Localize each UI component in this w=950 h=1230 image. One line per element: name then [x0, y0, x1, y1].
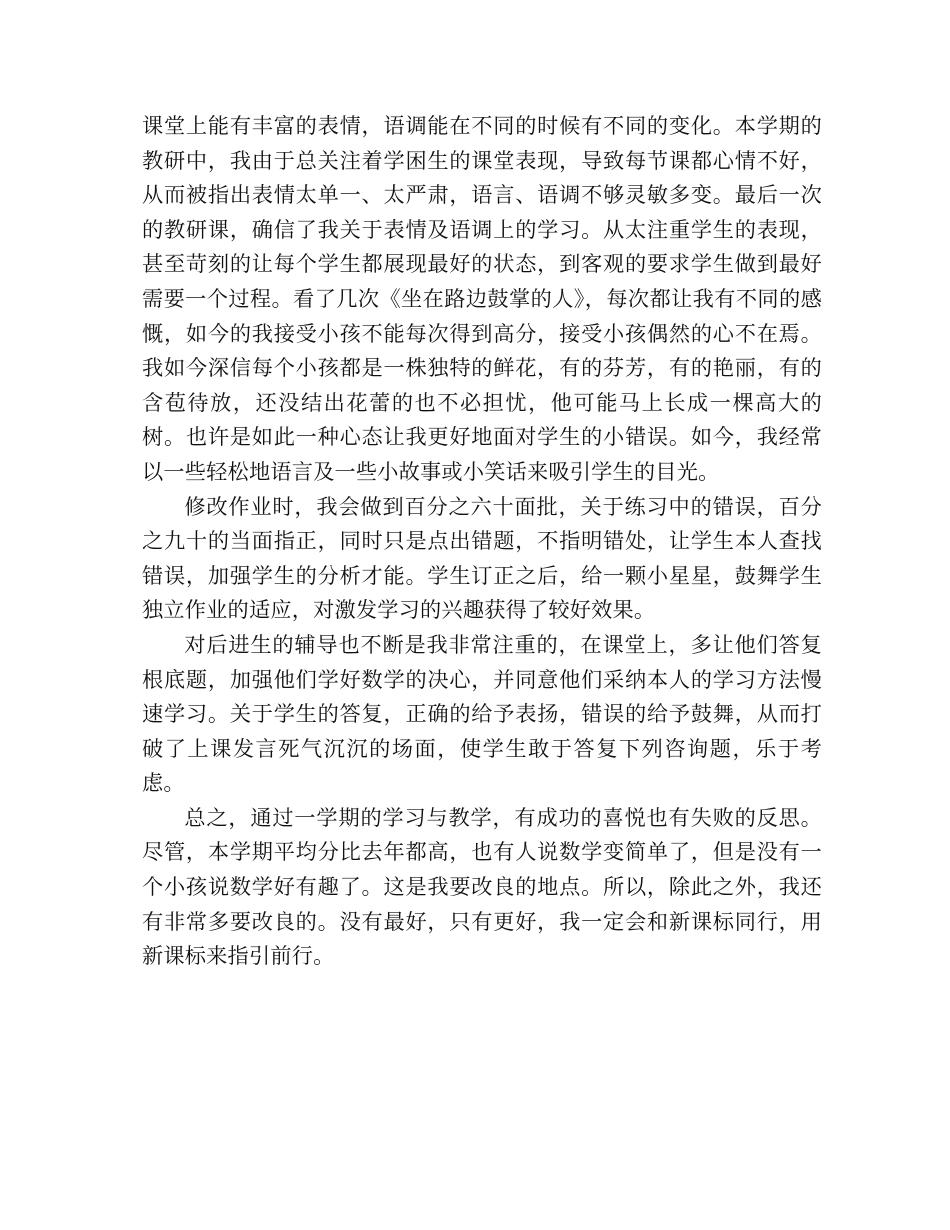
document-page [142, 109, 822, 974]
paragraph-homework-correction: 修改作业时，我会做到百分之六十面批，关于练习中的错误，百分之九十的当面指正，同时只是点出错题，不指明错处，让学生本人查找错误，加强学生的分析才能。学生订正之后，给一颗小星星，鼓舞学生独立作业的适应，对激发学习的兴趣获得了较好效果。 [142, 493, 822, 623]
paragraph-expression-tone: 课堂上能有丰富的表情，语调能在不同的时候有不同的变化。本学期的教研中，我由于总关注着学困生的课堂表现，导致每节课都心情不好，从而被指出表情太单一、太严肃，语言、语调不够灵敏多变。最后一次的教研课，确信了我关于表情及语调上的学习。从太注重学生的表现，甚至苛刻的让每个学生都展现最好的状态，到客观的要求学生做到最好需要一个过程。看了几次《坐在路边鼓掌的人》，每次都让我有不同的感慨，如今的我接受小孩不能每次得到高分，接受小孩偶然的心不在焉。我如今深信每个小孩都是一株独特的鲜花，有的芬芳，有的艳丽，有的含苞待放，还没结出花蕾的也不必担忧，他可能马上长成一棵高大的树。也许是如此一种心态让我更好地面对学生的小错误。如今，我经常以一些轻松地语言及一些小故事或小笑话来吸引学生的目光。 [142, 113, 822, 484]
paragraph-summary: 总之，通过一学期的学习与教学，有成功的喜悦也有失败的反思。尽管，本学期平均分比去年都高，也有人说数学变简单了，但是没有一个小孩说数学好有趣了。这是我要改良的地点。所以，除此之外，我还有非常多要改良的。没有最好，只有更好，我一定会和新课标同行，用新课标来指引前行。 [142, 804, 822, 969]
paragraph-struggling-students: 对后进生的辅导也不断是我非常注重的，在课堂上，多让他们答复根底题，加强他们学好数学的决心，并同意他们采纳本人的学习方法慢速学习。关于学生的答复，正确的给予表扬，错误的给予鼓舞，从而打破了上课发言死气沉沉的场面，使学生敢于答复下列咨询题，乐于考虑。 [142, 631, 822, 796]
